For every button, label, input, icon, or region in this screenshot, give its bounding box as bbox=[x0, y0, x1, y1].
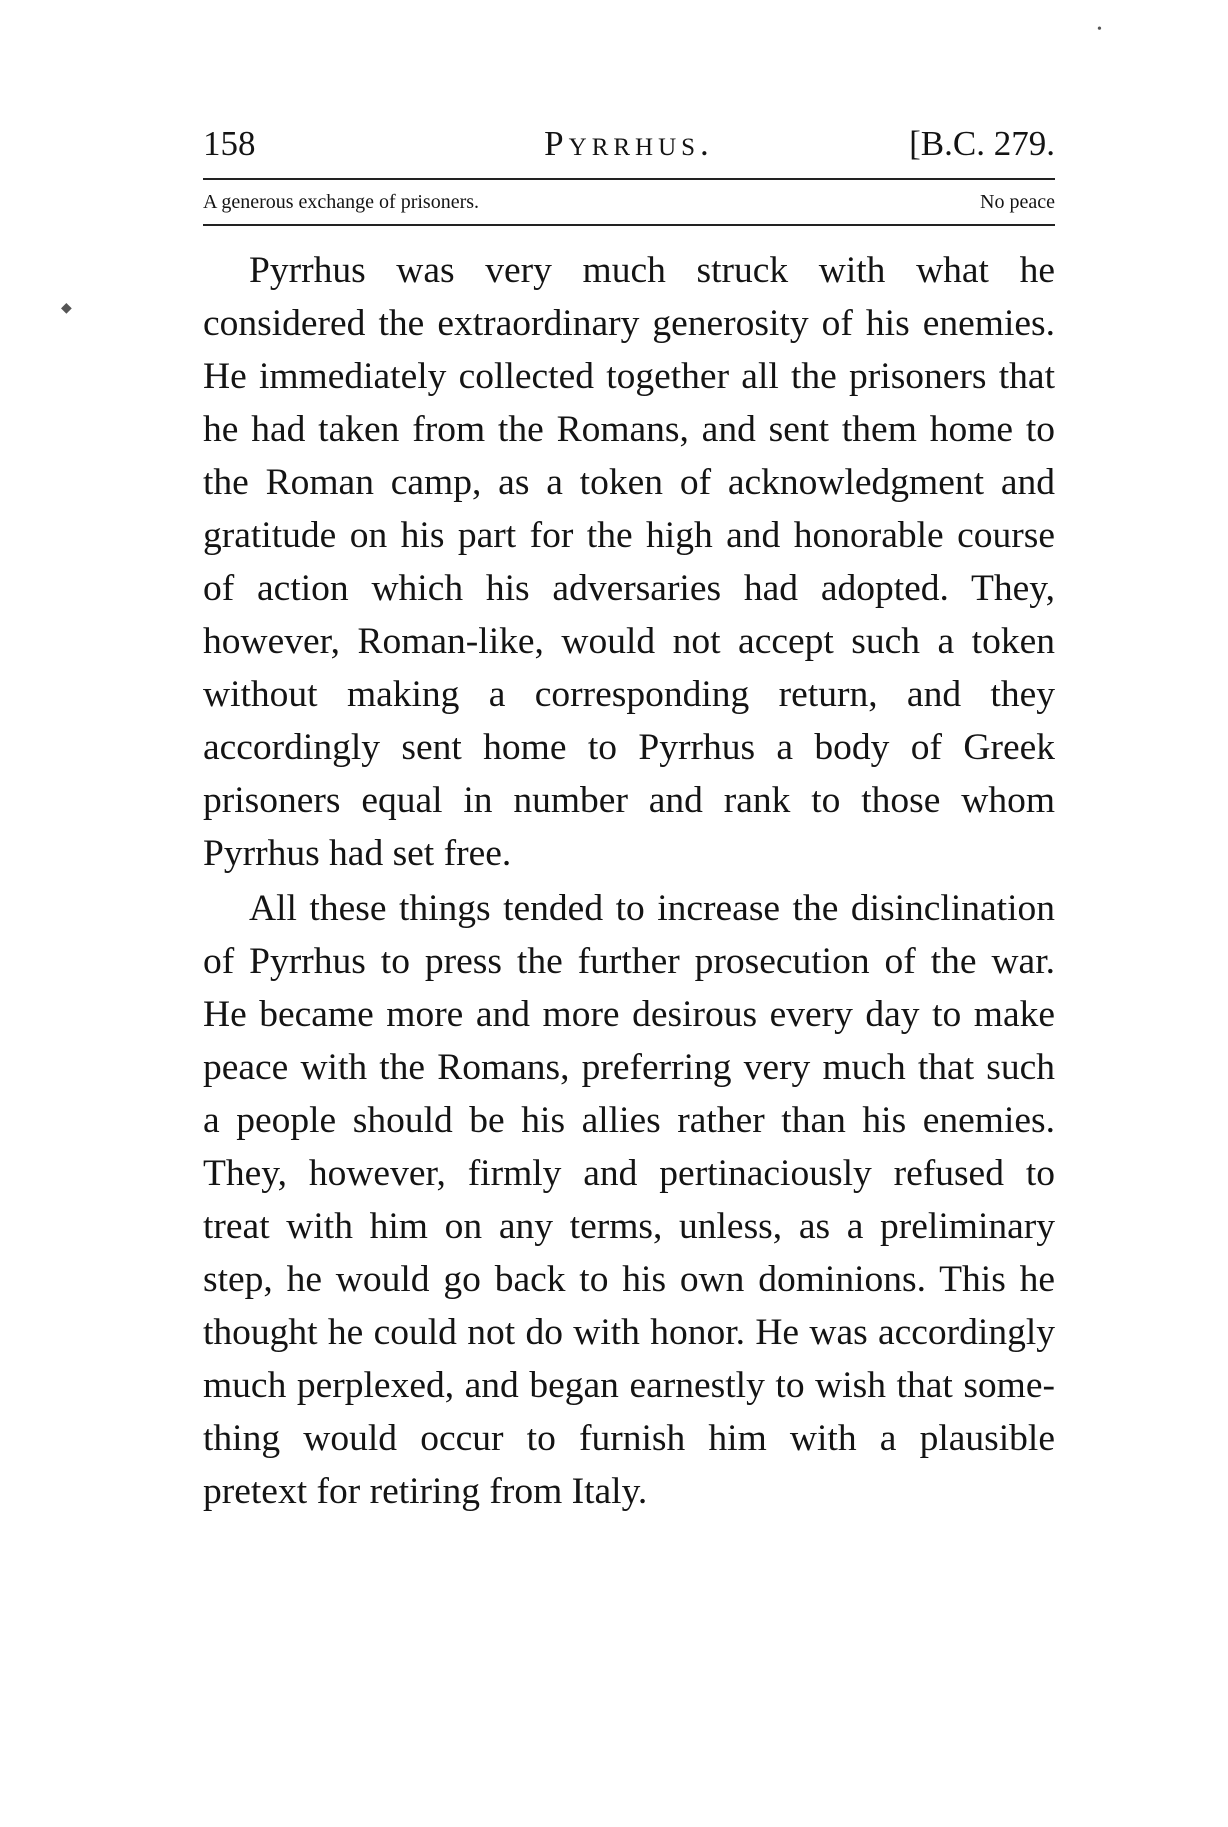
running-head bbox=[203, 118, 1055, 170]
paragraph: All these things tended to increase the disinclination of Pyrrhus to press the further prosecution of the war. He became more and more desirous every day to make peace with the Romans, preferring very much that such a people should be his allies rather than his enemies. They, however, firmly and pertinaciously refused to treat with him on any terms, unless, as a preliminary step, he would go back to his own dominions. This he thought he could not do with honor. He was accordingly much perplexed, and began earnestly to wish that something would occur to furnish him with a plausible pretext for retiring from Italy. bbox=[203, 888, 1055, 1512]
body-text bbox=[203, 244, 1055, 1518]
running-title: Pyrrhus. bbox=[544, 124, 714, 163]
side-note-left: A generous exchange of prisoners. bbox=[203, 191, 480, 213]
page-number: 158 bbox=[203, 124, 256, 163]
header-rule-bottom bbox=[203, 224, 1055, 226]
header-rule-top bbox=[203, 178, 1055, 180]
side-notes bbox=[203, 184, 1055, 220]
paragraph: Pyrrhus was very much struck with what he considered the extraordinary generosity of his enemies. He immediately collected together all the prisoners that he had taken from the Romans, and sent them home to the Roman camp, as a token of acknowledgment and gratitude on his part for the high and honorable course of action which his adversaries had adopted. They, however, Roman-like, would not accept such a token without making a corresponding return, and they accordingly sent home to Pyrrhus a body of Greek prisoners equal in number and rank to those whom Pyrrhus had set free. bbox=[203, 250, 1055, 874]
margin-speck: ◆ bbox=[61, 301, 72, 316]
scan-speck: • bbox=[1097, 22, 1102, 37]
date-label: [B.C. 279. bbox=[909, 124, 1055, 163]
side-note-right: No peace bbox=[980, 191, 1055, 213]
